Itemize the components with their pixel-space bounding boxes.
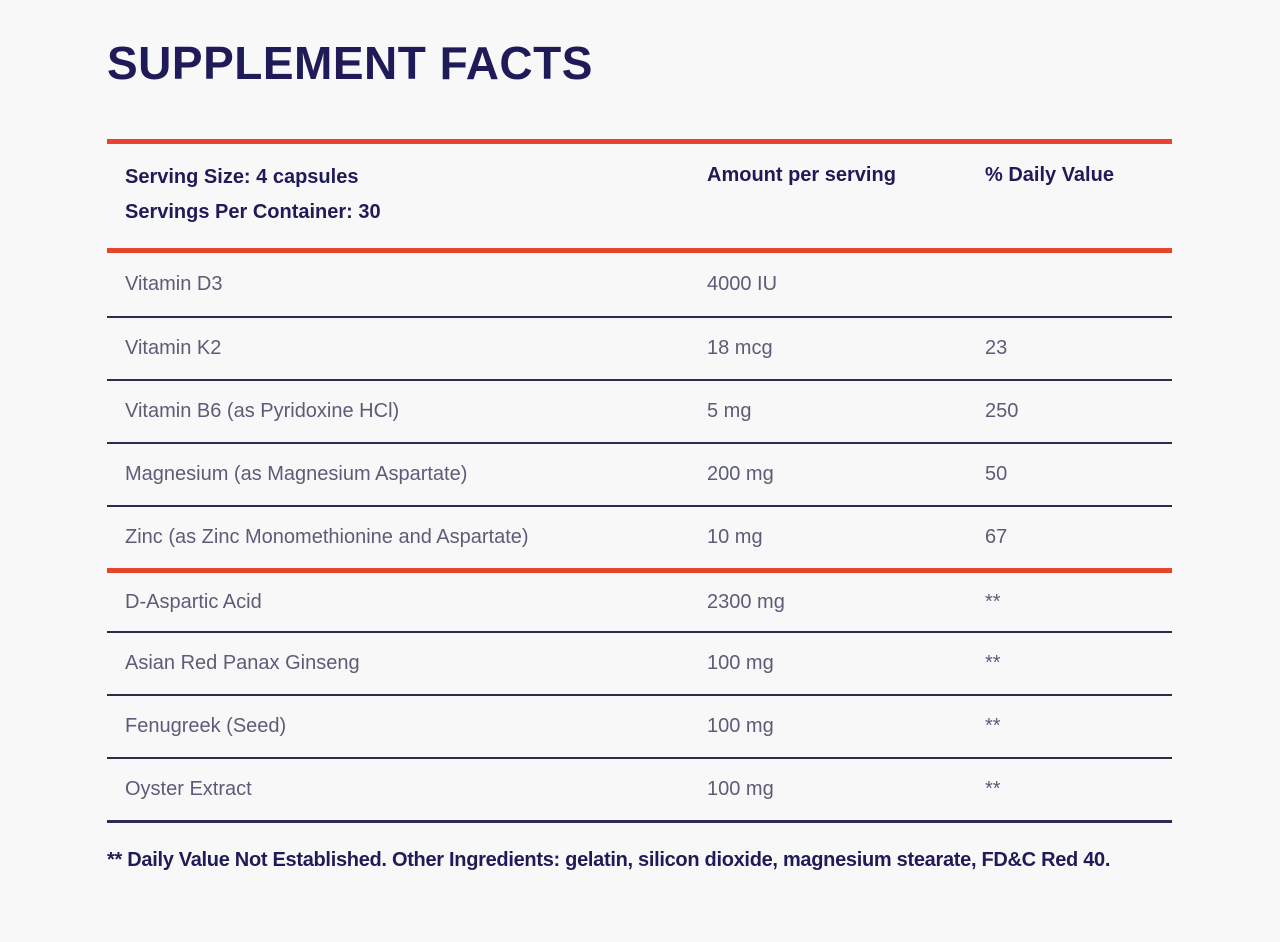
table-row bbox=[107, 631, 1172, 694]
serving-info bbox=[125, 160, 707, 230]
ingredient-daily-value: ** bbox=[985, 652, 1001, 674]
ingredient-daily-value: 250 bbox=[985, 400, 1019, 422]
ingredient-amount: 200 mg bbox=[707, 463, 774, 485]
ingredient-daily-value: ** bbox=[985, 715, 1001, 737]
ingredient-name: Vitamin B6 (as Pyridoxine HCl) bbox=[125, 400, 400, 422]
table-row bbox=[107, 379, 1172, 442]
supplement-facts-table bbox=[107, 139, 1172, 823]
ingredient-name: D-Aspartic Acid bbox=[125, 590, 262, 613]
ingredient-daily-value: ** bbox=[985, 590, 1001, 613]
ingredient-amount: 4000 IU bbox=[707, 273, 778, 295]
ingredient-name: Asian Red Panax Ginseng bbox=[125, 652, 360, 674]
table-row bbox=[107, 757, 1172, 820]
table-row bbox=[107, 253, 1172, 316]
ingredient-amount: 10 mg bbox=[707, 526, 763, 548]
page-title: SUPPLEMENT FACTS bbox=[107, 37, 593, 89]
ingredient-amount: 100 mg bbox=[707, 652, 774, 674]
table-row bbox=[107, 442, 1172, 505]
table-body bbox=[107, 253, 1172, 823]
ingredient-amount: 100 mg bbox=[707, 778, 774, 800]
ingredient-amount: 100 mg bbox=[707, 715, 774, 737]
column-header-amount: Amount per serving bbox=[707, 164, 896, 186]
ingredient-daily-value: ** bbox=[985, 778, 1001, 800]
ingredient-daily-value: 67 bbox=[985, 526, 1008, 548]
table-row bbox=[107, 568, 1172, 631]
ingredient-amount: 2300 mg bbox=[707, 590, 785, 613]
ingredient-name: Zinc (as Zinc Monomethionine and Aspartate) bbox=[125, 526, 529, 548]
ingredient-amount: 5 mg bbox=[707, 400, 752, 422]
table-header bbox=[107, 139, 1172, 253]
table-row bbox=[107, 694, 1172, 757]
ingredient-name: Oyster Extract bbox=[125, 778, 252, 800]
footnote: ** Daily Value Not Established. Other Ingredients: gelatin, silicon dioxide, magnesium stearate, FD&C Red 40. bbox=[107, 849, 1111, 871]
ingredient-amount: 18 mcg bbox=[707, 337, 773, 359]
servings-per-container-label: Servings Per Container: 30 bbox=[125, 201, 381, 223]
ingredient-daily-value: 23 bbox=[985, 337, 1008, 359]
ingredient-name: Magnesium (as Magnesium Aspartate) bbox=[125, 463, 468, 485]
table-row bbox=[107, 505, 1172, 568]
ingredient-name: Vitamin K2 bbox=[125, 337, 222, 359]
ingredient-name: Vitamin D3 bbox=[125, 273, 223, 295]
ingredient-name: Fenugreek (Seed) bbox=[125, 715, 287, 737]
column-header-daily-value: % Daily Value bbox=[985, 164, 1114, 186]
table-row bbox=[107, 316, 1172, 379]
ingredient-daily-value: 50 bbox=[985, 463, 1008, 485]
serving-size-label: Serving Size: 4 capsules bbox=[125, 166, 359, 188]
